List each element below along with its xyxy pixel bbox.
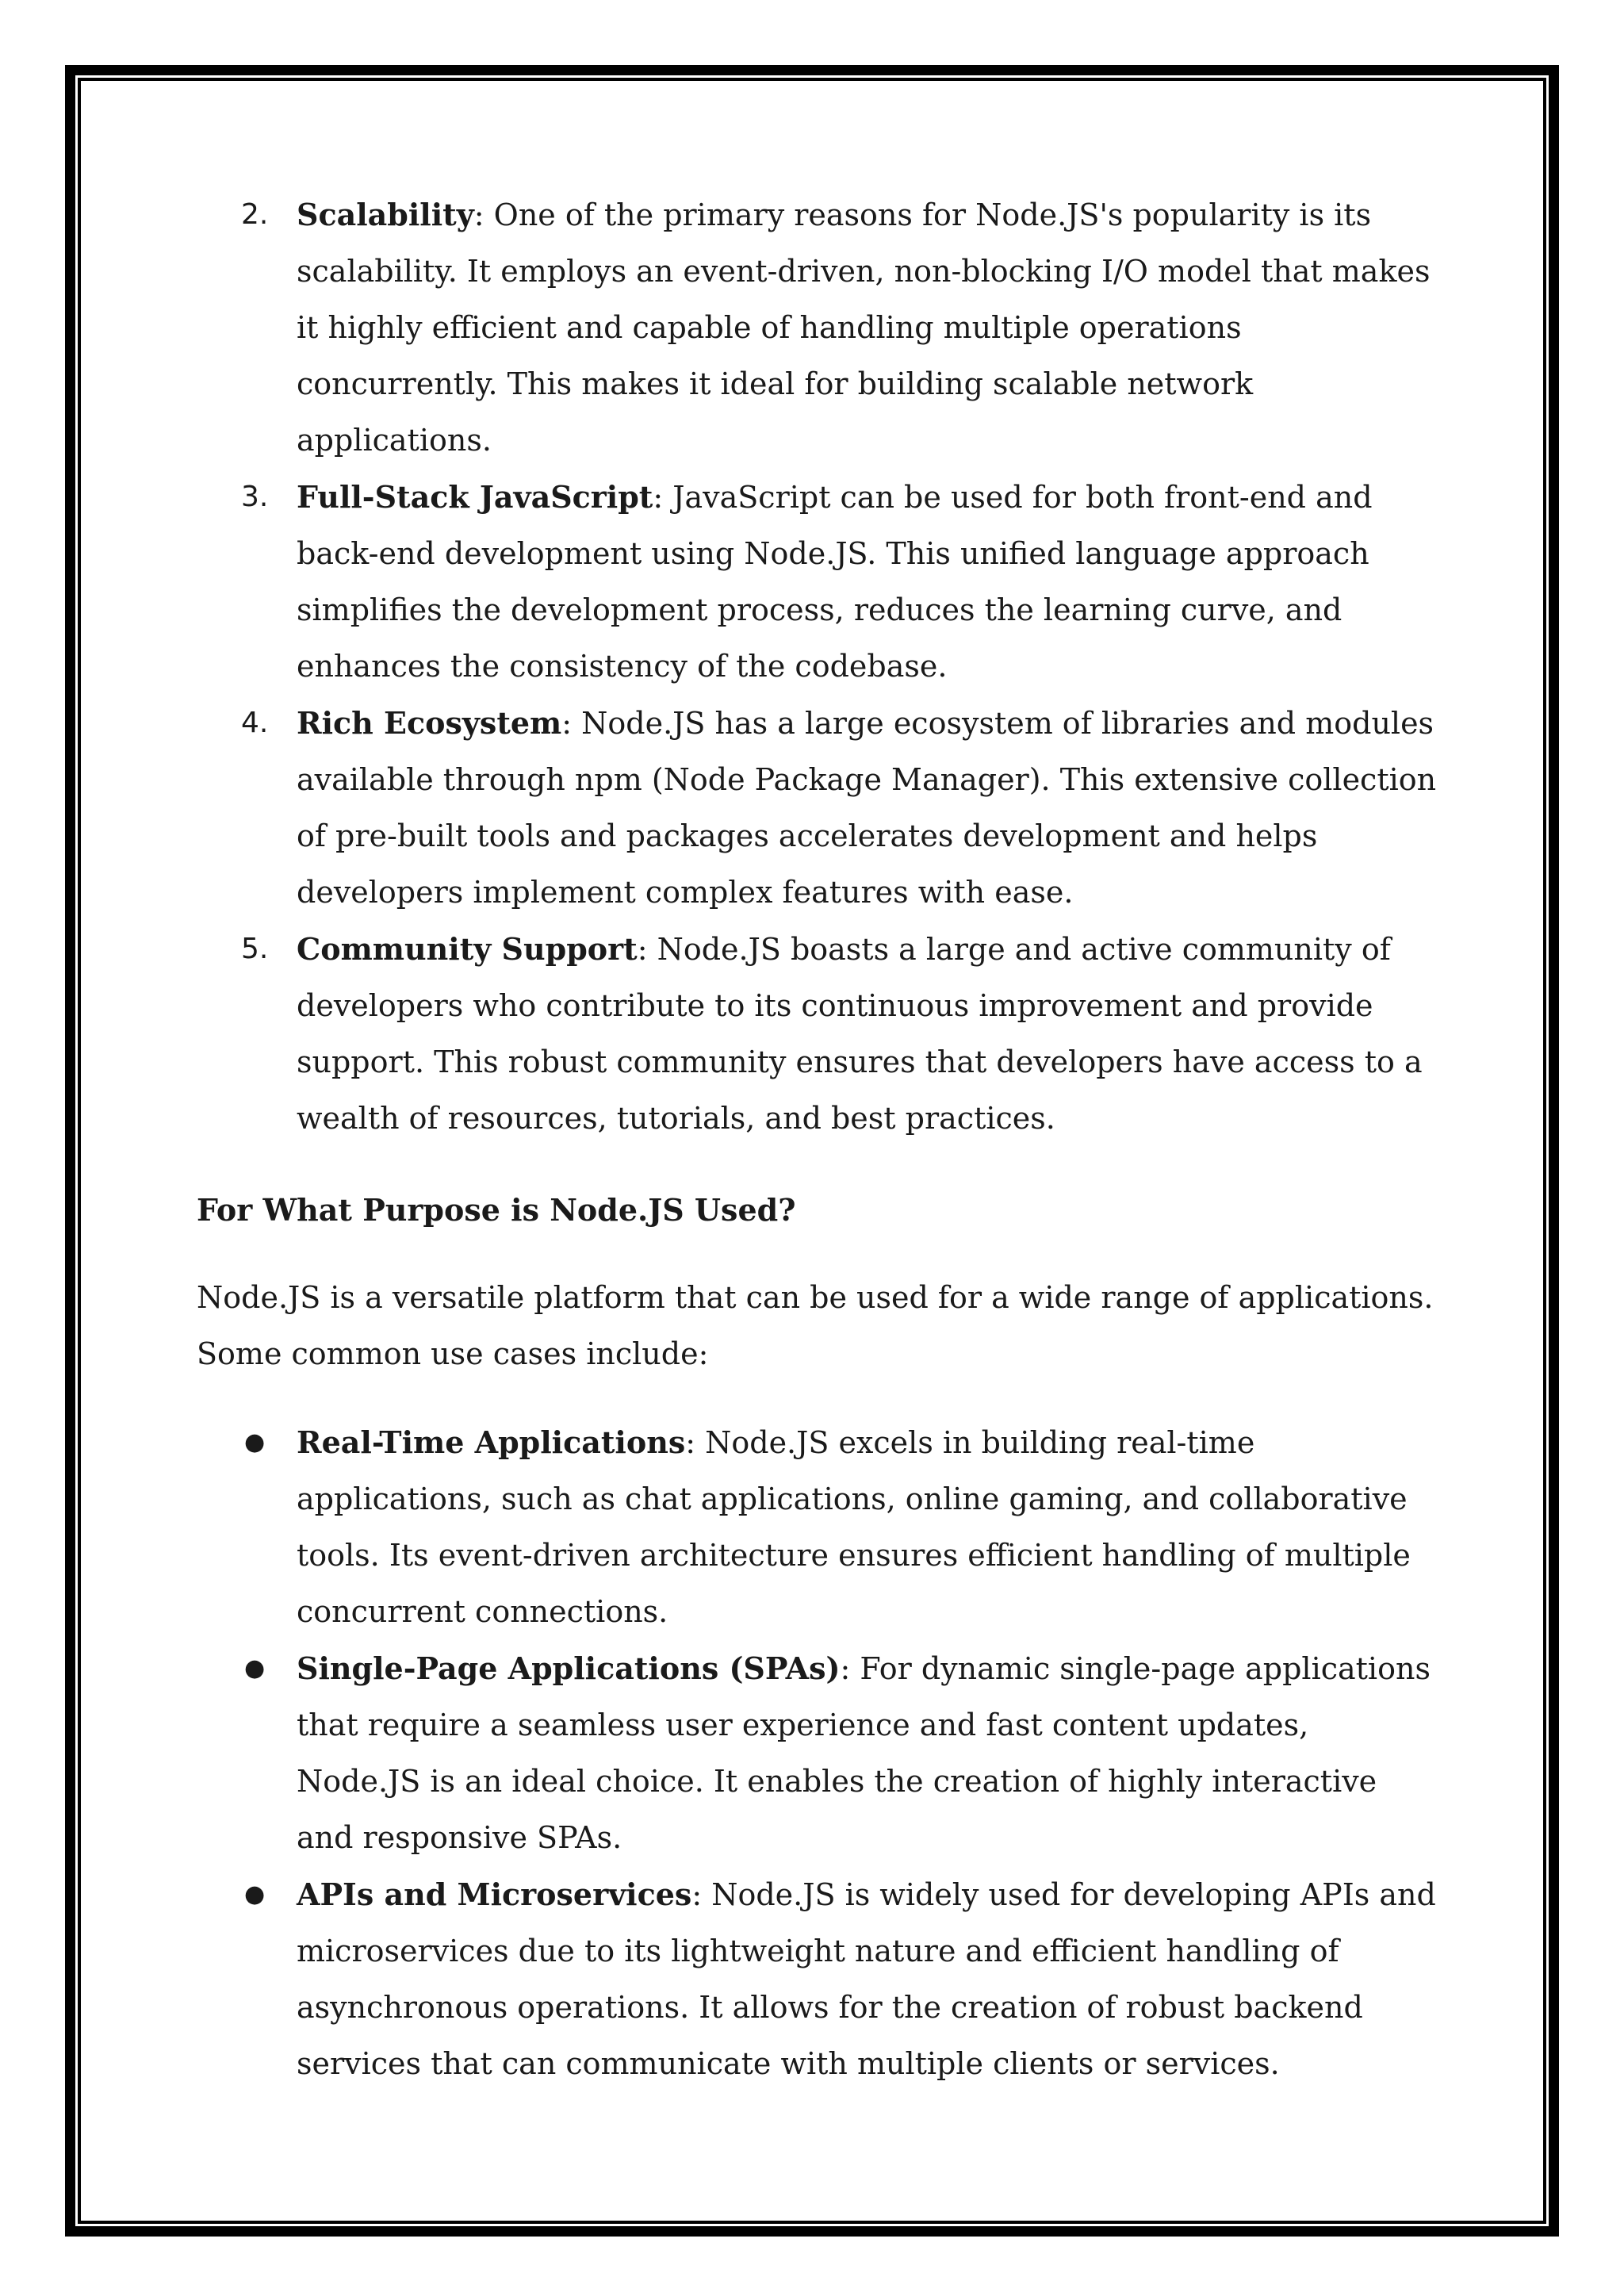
- list-number: 2.: [241, 198, 269, 231]
- list-item-real-time-applications: [197, 1414, 1442, 1640]
- list-item-community-support: [197, 921, 1442, 1147]
- list-item-rich-ecosystem: [197, 695, 1442, 921]
- section-heading: For What Purpose is Node.JS Used?: [197, 1192, 796, 1228]
- list-item-single-page-applications: [197, 1640, 1442, 1866]
- list-number: 5.: [241, 933, 269, 965]
- description-real-time-applications: : Node.JS excels in building real-time applications, such as chat applications, online gaming, and collaborative tools. Its event-driven architecture ensures efficient handling of multiple concurrent connections.: [297, 1425, 1411, 1629]
- list-item-scalability: [197, 186, 1442, 469]
- document-body: [197, 186, 1442, 2092]
- description-rich-ecosystem: : Node.JS has a large ecosystem of libraries and modules available through npm (Node Package Manager). This extensive collection of pre-built tools and packages accelerates development and helps developers implement complex features with ease.: [297, 706, 1437, 910]
- section-intro: Node.JS is a versatile platform that can be used for a wide range of applications. Some common use cases include:: [197, 1280, 1434, 1371]
- description-apis-and-microservices: : Node.JS is widely used for developing APIs and microservices due to its lightweight nature and efficient handling of asynchronous operations. It allows for the creation of robust backend services that can communicate with multiple clients or services.: [297, 1877, 1436, 2081]
- term-community-support: Community Support: [297, 931, 638, 967]
- bullet-icon: ●: [244, 1654, 266, 1682]
- term-single-page-applications: Single-Page Applications (SPAs): [297, 1650, 841, 1686]
- description-scalability: : One of the primary reasons for Node.JS's popularity is its scalability. It employs an event-driven, non-blocking I/O model that makes it highly efficient and capable of handling multiple operations concurrently. This makes it ideal for building scalable network applications.: [297, 197, 1431, 458]
- term-full-stack-javascript: Full-Stack JavaScript: [297, 479, 653, 515]
- term-scalability: Scalability: [297, 197, 474, 232]
- bullet-icon: ●: [244, 1880, 266, 1908]
- bullet-icon: ●: [244, 1428, 266, 1456]
- list-item-apis-and-microservices: [197, 1866, 1442, 2092]
- term-rich-ecosystem: Rich Ecosystem: [297, 705, 562, 741]
- description-community-support: : Node.JS boasts a large and active community of developers who contribute to its continuous improvement and provide support. This robust community ensures that developers have access to a wealth of resources, tutorials, and best practices.: [297, 932, 1423, 1136]
- term-apis-and-microservices: APIs and Microservices: [297, 1876, 692, 1912]
- list-number: 4.: [241, 707, 269, 739]
- benefits-numbered-list: [197, 186, 1442, 1147]
- list-number: 3.: [241, 481, 269, 513]
- use-cases-bullet-list: [197, 1414, 1442, 2092]
- description-full-stack-javascript: : JavaScript can be used for both front-end and back-end development using Node.JS. This unified language approach simplifies the development process, reduces the learning curve, and enhances the consistency of the codebase.: [297, 480, 1373, 684]
- term-real-time-applications: Real-Time Applications: [297, 1424, 686, 1460]
- list-item-full-stack-javascript: [197, 469, 1442, 695]
- description-single-page-applications: : For dynamic single-page applications that require a seamless user experience and fast content updates, Node.JS is an ideal choice. It enables the creation of highly interactive and responsive SPAs.: [297, 1651, 1431, 1855]
